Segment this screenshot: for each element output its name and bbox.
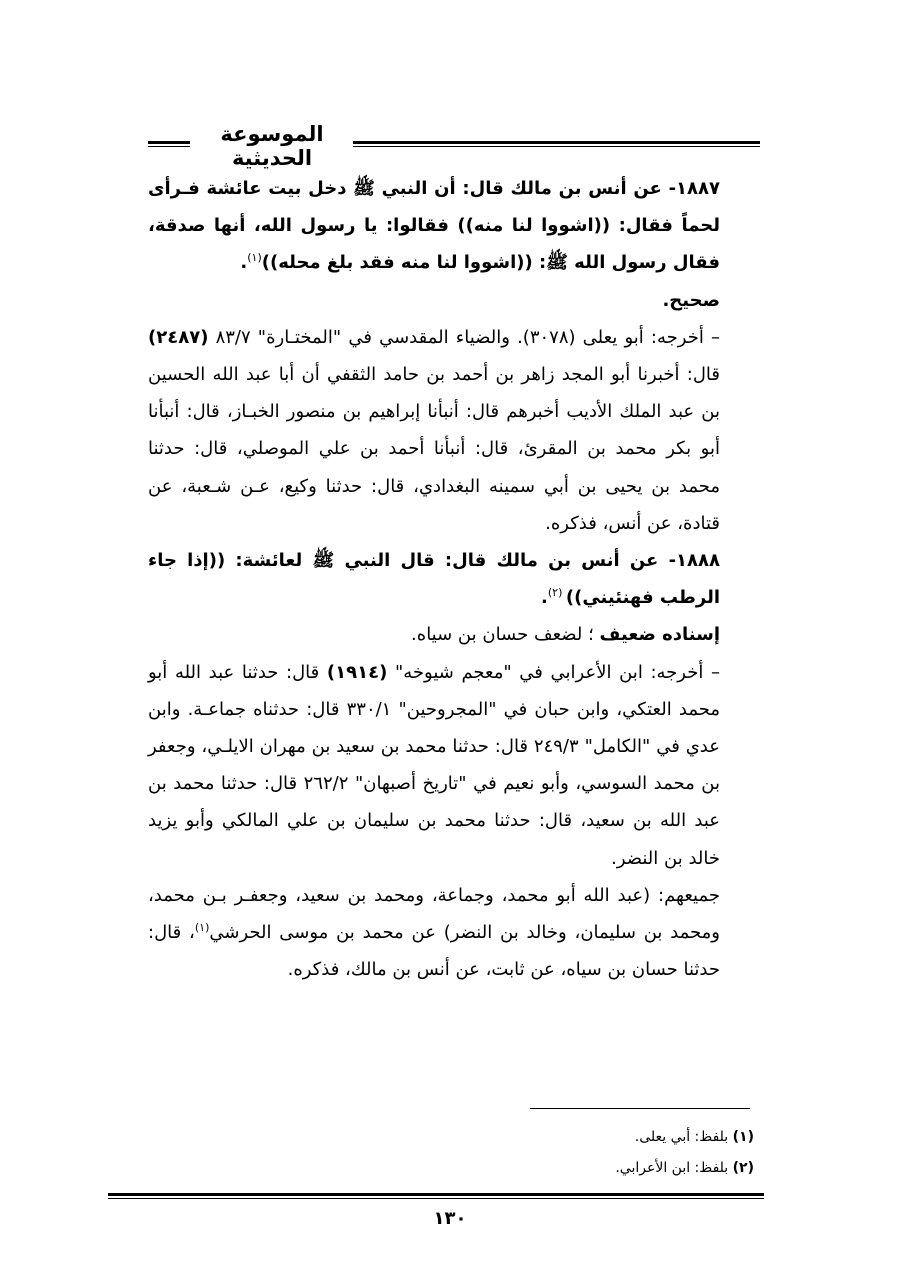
- footnotes: [148, 1122, 754, 1184]
- paragraph: [148, 654, 760, 877]
- header-title: الموسوعة الحديثية: [220, 122, 324, 170]
- footnote-reference: (٢): [547, 586, 566, 600]
- paragraph: [148, 170, 760, 282]
- text-segment: (١٩١٤): [326, 661, 388, 683]
- text-segment: صحيح.: [662, 289, 720, 311]
- text-segment: ١٨٨٧- عن أنس بن مالك قال: أن النبي ﷺ دخل بيت عائشة فـرأى لحماً فقال: ((اشووا لنا منه)) فقالوا: يا رسول الله، أنها صدقة، فقال رسول الله ﷺ: ((اشووا لنا منه فقد بلغ محله)): [148, 178, 720, 274]
- bottom-rule: [108, 1193, 764, 1199]
- text-segment: ١٨٨٨- عن أنس بن مالك قال: قال النبي ﷺ لعائشة: ((إذا جاء الرطب فهنئيني)): [148, 550, 720, 609]
- text-segment: إسناده ضعيف: [599, 624, 720, 646]
- text-segment: – أخرجه: ابن الأعرابي في "معجم شيوخه": [387, 661, 720, 683]
- footnote-number: (٢): [732, 1160, 754, 1176]
- header-rule-right: [353, 141, 760, 147]
- running-header: [148, 120, 760, 170]
- footnote-reference: (١): [194, 921, 210, 935]
- text-segment: جميعهم: (عبد الله أبو محمد، وجماعة، ومحمد بن سعيد، وجعفـر بـن محمد، ومحمد بن سليمان، وخالد بن النضر) عن محمد بن موسى الحرشي: [148, 884, 720, 944]
- footnote: [148, 1122, 754, 1153]
- footnote-text: بلفظ: أبي يعلى.: [634, 1129, 729, 1145]
- paragraph: [148, 542, 760, 616]
- text-segment: ، قال: حدثنا حسان بن سياه، عن ثابت، عن أنس بن مالك، فذكره.: [148, 922, 720, 981]
- paragraph: [148, 616, 760, 653]
- page-number: ١٣٠: [433, 1208, 467, 1229]
- text-segment: .: [240, 252, 248, 274]
- footnote-text: بلفظ: ابن الأعرابي.: [615, 1160, 729, 1176]
- paragraph: [148, 282, 760, 319]
- text-segment: .: [541, 587, 548, 609]
- text-segment: قال: أخبرنا أبو المجد زاهر بن أحمد بن حامد الثقفي أن أبا عبد الله الحسين بن عبد الملك الأديب أخبرهم قال: أنبأنا إبراهيم بن منصور الخبـاز، قال: أنبأنا أبو بكر محمد بن المقرئ، قال: أنبأنا أحمد بن علي الموصلي، قال: حدثنا محمد بن يحيى بن أبي سمينه البغدادي، قال: حدثنا وكيع، عـن شـعبة، عن قتادة، عن أنس، فذكره.: [148, 364, 720, 534]
- footnote-reference: (١): [247, 251, 262, 265]
- header-rule-left: [148, 141, 190, 147]
- text-segment: قال: حدثنا عبد الله أبو محمد العتكي، وابن حبان في "المجروحين" ٣٣٠/١ قال: حدثناه جماعـة. وابن عدي في "الكامل" ٢٤٩/٣ قال: حدثنا محمد بن سعيد بن مهران الايلـي، وجعفر بن محمد السوسي، وأبو نعيم في "تاريخ أصبهان" ٢٦٢/٢ قال: حدثنا محمد بن عبد الله بن سعيد، قال: حدثنا محمد بن سليمان بن علي المالكي وأبو يزيد خالد بن النضر.: [148, 661, 721, 869]
- body-text: [148, 170, 760, 988]
- text-segment: (٢٤٨٧): [148, 326, 209, 348]
- footnote: [148, 1153, 754, 1184]
- text-segment: ؛ لضعف حسان بن سياه.: [411, 624, 600, 646]
- paragraph: [148, 877, 760, 989]
- footnote-separator: [530, 1108, 750, 1109]
- paragraph: [148, 319, 760, 542]
- footnote-number: (١): [732, 1129, 754, 1145]
- text-segment: – أخرجه: أبو يعلى (٣٠٧٨). والضياء المقدسي في "المختـارة" ٨٣/٧: [208, 326, 720, 348]
